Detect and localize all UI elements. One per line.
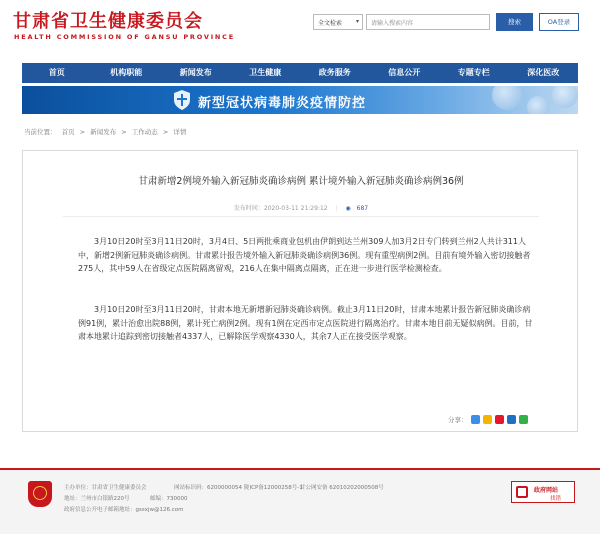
breadcrumb-item-home[interactable]: 首页 [61,128,75,136]
shield-icon [172,89,192,111]
nav-item-reform[interactable]: 深化医改 [527,68,560,77]
site-footer [0,470,600,534]
oa-login-button[interactable]: OA登录 [539,13,579,31]
site-header [0,0,600,56]
main-nav [22,63,578,83]
footer-police[interactable]: 甘公网安备 62010202000508号 [300,485,384,491]
breadcrumb [24,127,189,136]
share-bar [448,415,528,424]
nav-item-services[interactable]: 政务服务 [318,68,351,77]
footer-sponsor: 主办单位：甘肃省卫生健康委员会 [64,485,147,491]
breadcrumb-separator: > [79,128,86,136]
nav-item-home[interactable]: 首页 [48,68,65,77]
badge-label: 政府网站 [534,487,559,494]
weibo-icon[interactable] [495,415,504,424]
share-more-icon[interactable] [471,415,480,424]
breadcrumb-prefix: 当前位置： [24,128,57,136]
nav-item-news[interactable]: 新闻发布 [179,68,212,77]
search-input[interactable]: 请输入搜索内容 [366,14,490,30]
breadcrumb-separator: > [121,128,127,136]
breadcrumb-separator: > [162,128,169,136]
article-title: 甘肃新增2例境外输入新冠肺炎确诊病例 累计境外输入新冠肺炎确诊病例36例 [138,176,464,187]
footer-address: 地址：兰州市白银路220号 [64,496,130,502]
article-paragraph: 3月10日20时至3月11日20时，甘肃本地无新增新冠肺炎确诊病例。截止3月11日20时，甘肃本地累计报告新冠肺炎确诊病例91例，累计治愈出院88例，累计死亡病例2例。现有1例在定西市定点医院进行隔离治疗。甘肃本地目前无疑似病例。目前，甘肃本地累计追踪到密切接触者4337人，已解除医学观察4330人，其余7人正在接受医学观察。 [78,305,533,342]
breadcrumb-item-news[interactable]: 新闻发布 [90,128,117,136]
search-scope-label: 全文检索 [318,20,343,27]
share-label: 分享： [448,416,468,424]
eye-icon: ◉ [345,205,351,212]
banner-title: 新型冠状病毒肺炎疫情防控 [198,96,367,111]
breadcrumb-item-work[interactable]: 工作动态 [131,128,158,136]
renren-icon[interactable] [507,415,516,424]
search-button[interactable]: 搜索 [496,13,533,31]
chevron-down-icon: ▾ [355,18,359,25]
site-logo-title[interactable]: 甘肃省卫生健康委员会 [13,11,203,32]
virus-decoration [527,96,549,114]
gov-site-error-badge[interactable] [511,481,575,503]
wechat-icon[interactable] [519,415,528,424]
article-meta [23,203,579,212]
footer-site-code: 网站标识码：6200000054 [174,485,242,491]
view-count: 687 [356,205,369,212]
divider [63,216,539,217]
footer-email: 政府信息公开电子邮箱地址：gssxjw@126.com [64,507,184,513]
breadcrumb-item-detail: 详情 [173,128,187,136]
virus-decoration [552,86,578,108]
article-paragraph: 3月10日20时至3月11日20时，3月4日、5日两批乘商业包机由伊朗到达兰州309人加3月2日专门转到兰州2人共计311人中，新增2例新冠肺炎确诊病例。甘肃累计报告境外输入新冠肺炎确诊病例36例。现有重型病例2例。目前有境外输入密切接触者275人，其中59人在省级定点医院隔离留观，216人在集中隔离点隔离，正在进一步进行医学检测检查。 [78,237,531,274]
virus-decoration [492,86,522,110]
report-icon [516,486,528,498]
site-logo-subtitle: HEALTH COMMISSION OF GANSU PROVINCE [14,33,235,41]
search-scope-select[interactable] [313,14,363,30]
footer-icp[interactable]: 陇ICP备12000258号-1 [244,485,303,491]
article-panel [22,150,578,432]
nav-item-health[interactable]: 卫生健康 [249,68,282,77]
publish-time: 发布时间：2020-03-11 21:29:12 [233,205,328,212]
qzone-icon[interactable] [483,415,492,424]
footer-postcode: 邮编：730000 [150,496,188,502]
emblem-icon [28,481,52,507]
nav-item-organization[interactable]: 机构职能 [110,68,143,77]
badge-sublabel: 找错 [550,496,562,502]
nav-item-disclosure[interactable]: 信息公开 [388,68,421,77]
meta-divider: | [335,205,338,212]
epidemic-banner[interactable] [22,86,578,114]
nav-item-topics[interactable]: 专题专栏 [457,68,490,77]
